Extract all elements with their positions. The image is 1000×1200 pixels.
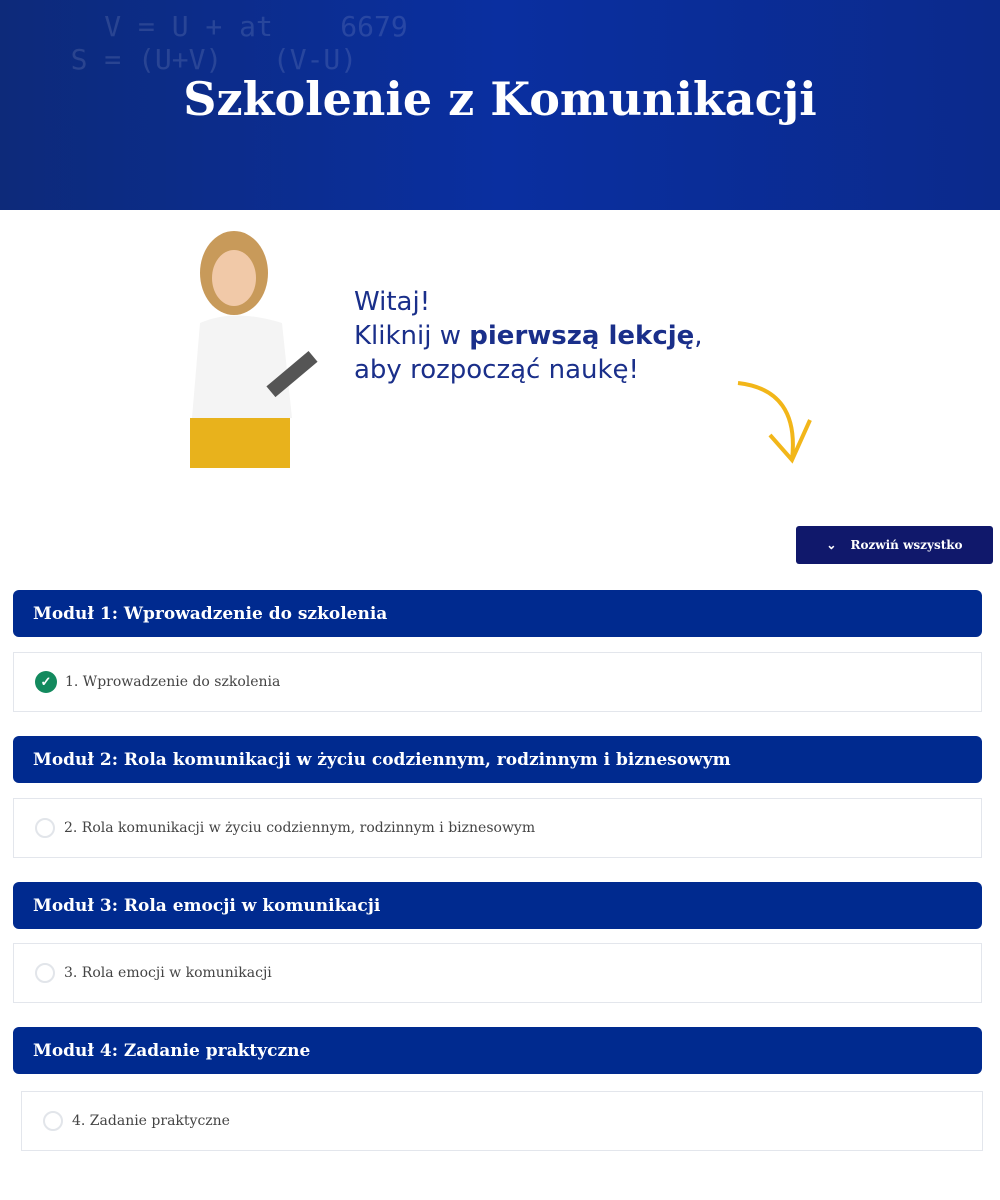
empty-circle-icon: [35, 963, 55, 983]
module-header-3[interactable]: [13, 882, 982, 929]
module-title: Moduł 4: Zadanie praktyczne: [33, 1040, 311, 1061]
module-header-2[interactable]: [13, 736, 982, 783]
instructor-photo: [172, 228, 322, 468]
arrow-down-icon: [730, 375, 820, 470]
lesson-title: 1. Wprowadzenie do szkolenia: [65, 674, 281, 690]
module-title: Moduł 3: Rola emocji w komunikacji: [33, 895, 381, 916]
empty-circle-icon: [35, 818, 55, 838]
empty-circle-icon: [43, 1111, 63, 1131]
welcome-line-1: Witaj!: [354, 287, 431, 317]
lesson-title: 4. Zadanie praktyczne: [72, 1113, 230, 1129]
welcome-message: [354, 285, 703, 387]
math-background-decoration: V = U + at 6679 S = (U+V) (V-U): [70, 10, 408, 76]
check-circle-icon: ✓: [35, 671, 57, 693]
expand-all-label: Rozwiń wszystko: [850, 538, 963, 552]
welcome-line-2: Kliknij w: [354, 321, 470, 351]
welcome-emphasis: pierwszą lekcję: [469, 321, 695, 351]
lesson-title: 3. Rola emocji w komunikacji: [64, 965, 272, 981]
lesson-title: 2. Rola komunikacji w życiu codziennym, rodzinnym i biznesowym: [64, 820, 536, 836]
expand-all-button[interactable]: [796, 526, 993, 564]
module-header-1[interactable]: [13, 590, 982, 637]
chevron-down-icon: ⌄: [826, 538, 837, 552]
module-title: Moduł 1: Wprowadzenie do szkolenia: [33, 603, 388, 624]
module-title: Moduł 2: Rola komunikacji w życiu codziennym, rodzinnym i biznesowym: [33, 749, 731, 770]
lesson-item-3[interactable]: [13, 943, 982, 1003]
welcome-line-3: aby rozpocząć naukę!: [354, 355, 639, 385]
module-header-4[interactable]: [13, 1027, 982, 1074]
lesson-item-4[interactable]: [21, 1091, 983, 1151]
page-title: Szkolenie z Komunikacji: [183, 72, 817, 126]
lesson-item-2[interactable]: [13, 798, 982, 858]
hero-banner: [0, 0, 1000, 210]
lesson-item-1[interactable]: [13, 652, 982, 712]
welcome-comma: ,: [694, 321, 703, 351]
